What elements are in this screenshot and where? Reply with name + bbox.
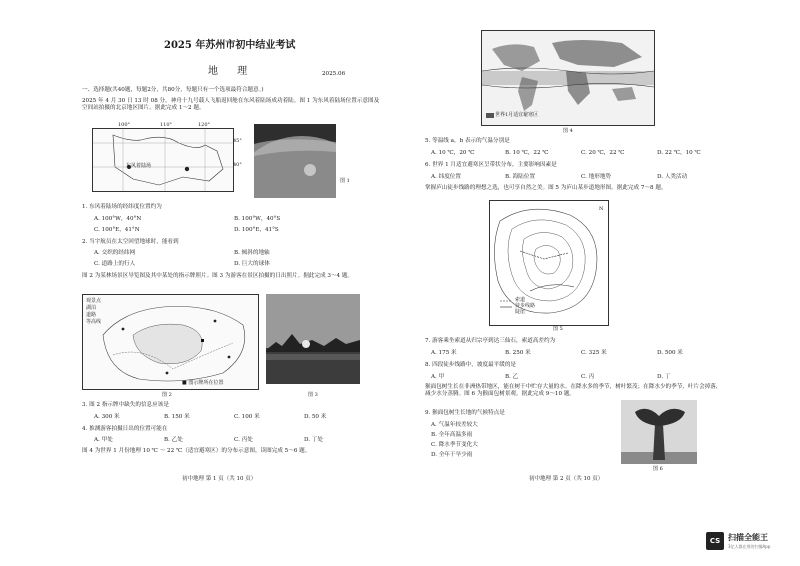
q5-option-a[interactable]: A. 10 ℃，20 ℃	[431, 150, 475, 156]
right-footer: 初中地理 第 2 页（共 10 页）	[529, 476, 604, 482]
fig5-legend-3: 陡崖	[515, 309, 526, 315]
figure2-park-map	[82, 294, 259, 390]
q4-option-c[interactable]: C. 丙处	[234, 437, 253, 443]
q9-option-a[interactable]: A. 气温年较差较大	[431, 422, 478, 428]
q3-option-d[interactable]: D. 50 米	[304, 414, 327, 420]
figure5-contour-map	[489, 200, 609, 326]
q9-option-c[interactable]: C. 降水季节变化大	[431, 442, 478, 448]
q5-option-c[interactable]: C. 20 ℃，22 ℃	[581, 150, 625, 156]
fig2-legend-2: 湖泊	[86, 305, 97, 311]
left-page	[82, 28, 382, 528]
right-page	[425, 28, 725, 528]
fig2-caption: 图 2	[162, 392, 172, 398]
q3-stem: 3. 图 2 指示牌中缺失的信息应该是	[82, 402, 169, 408]
fig4-legend: 世界1月适宜避寒区	[495, 112, 539, 118]
q4-stem: 4. 推测游客拍摄日出的位置可能在	[82, 426, 168, 432]
fig1-lon-3: 120°	[198, 122, 211, 128]
q1-option-d[interactable]: D. 100°E，41°S	[234, 227, 279, 233]
space-station-photo	[254, 124, 336, 198]
fig2-legend-4: 等高线	[86, 319, 102, 325]
q9-option-b[interactable]: B. 全年高温多雨	[431, 432, 473, 438]
q2-option-c[interactable]: C. 道路上的行人	[94, 261, 136, 267]
camscanner-logo	[706, 530, 786, 554]
fig5-legend-2: 徒步线路	[515, 303, 536, 309]
fig3-caption: 图 3	[308, 392, 318, 398]
fig1-site-label: 东风着陆场	[126, 163, 152, 169]
q3-option-a[interactable]: A. 300 米	[94, 414, 120, 420]
q2-option-d[interactable]: D. 巨大的球体	[234, 261, 270, 267]
fig2-legend-1: 观景点	[86, 298, 102, 304]
q4-option-d[interactable]: D. 丁处	[304, 437, 324, 443]
cs-logo-icon: CS	[706, 532, 724, 550]
q3-option-c[interactable]: C. 100 米	[234, 414, 260, 420]
fig6-caption: 图 6	[653, 466, 663, 472]
q5-stem: 5. 等温线 a，b 表示的气温分别是	[425, 138, 510, 144]
fig1-lat-2: 40°	[233, 162, 242, 168]
fig1-lon-2: 110°	[160, 122, 173, 128]
q5-option-b[interactable]: B. 10 ℃，22 ℃	[505, 150, 549, 156]
intro-q3-4: 图 2 为某林场景区导览图及其中某处的指示牌照片。图 3 为游客在景区拍摄的日出照片。据此完成 3～4 题。	[82, 273, 354, 279]
exam-title: 2025 年苏州市初中结业考试	[164, 40, 296, 51]
q2-stem: 2. 当宇航员在太空回望地球时，能看到	[82, 239, 179, 245]
sunrise-photo	[266, 294, 360, 384]
intro-q1-2: 2025 年 4 月 30 日 13 时 08 分，神舟十九号载人飞船返回舱在东风着陆场成功着陆。图 1 为东风着陆场位置示意图及空间站拍摄的北京地区图片。据此完成 1～2 题。	[82, 98, 380, 112]
q8-option-b[interactable]: B. 乙	[505, 374, 519, 380]
q9-stem: 9. 猴面包树生长地的气候特点是	[425, 410, 505, 416]
q1-stem: 1. 东风着陆场的经纬度位置约为	[82, 204, 162, 210]
q6-stem: 6. 世界 1 月适宜避寒区呈带状分布，主要影响因素是	[425, 162, 557, 168]
exam-date: 2025.06	[322, 71, 346, 77]
subject-title: 地 理	[208, 66, 256, 77]
q6-option-a[interactable]: A. 纬度位置	[431, 174, 461, 180]
q4-option-b[interactable]: B. 乙处	[164, 437, 183, 443]
q8-option-c[interactable]: C. 丙	[581, 374, 595, 380]
fig1-lon-1: 100°	[118, 122, 131, 128]
section-heading: 一、选择题(共40题，每题2分，共80分，每题只有一个选项最符合题意。)	[82, 87, 264, 93]
baobab-photo	[621, 400, 697, 464]
fig1-caption: 图 1	[340, 178, 350, 184]
fig5-legend-1: 索道	[515, 297, 526, 303]
q7-option-c[interactable]: C. 325 米	[581, 350, 607, 356]
q7-stem: 7. 游客乘坐索道从归宗亭到达三仙石，索道高差约为	[425, 338, 556, 344]
q7-option-b[interactable]: B. 250 米	[505, 350, 531, 356]
fig5-north-label: N	[599, 206, 604, 212]
q2-option-a[interactable]: A. 交织的经纬网	[94, 250, 136, 256]
q8-option-a[interactable]: A. 甲	[431, 374, 445, 380]
q7-option-a[interactable]: A. 175 米	[431, 350, 457, 356]
logo-tagline: 3亿人都在用的扫描App	[728, 544, 771, 549]
q1-option-c[interactable]: C. 100°E，41°N	[94, 227, 140, 233]
fig1-lat-1: 45°	[233, 138, 242, 144]
fig4-caption: 图 4	[563, 128, 573, 134]
intro-q9-10: 猴面包树生长在非洲热带地区，能在树干中贮存大量的水。在降水多的季节，树叶繁茂；在降水少的季节，叶片会掉落，减少水分蒸腾。图 6 为猴面包树景观。据此完成 9～10 题。	[425, 384, 722, 398]
q9-option-d[interactable]: D. 全年干旱少雨	[431, 452, 473, 458]
q1-option-a[interactable]: A. 100°W，40°N	[94, 216, 142, 222]
fig2-legend-3: 道路	[86, 312, 97, 318]
fig2-marker-note: ■ 图示牌所在位置	[182, 380, 224, 386]
q8-stem: 8. 四段徒步线路中，坡度最平缓的是	[425, 362, 517, 368]
left-footer: 初中地理 第 1 页（共 10 页）	[182, 476, 257, 482]
q6-option-c[interactable]: C. 地形地势	[581, 174, 612, 180]
q2-option-b[interactable]: B. 倾斜的地轴	[234, 250, 270, 256]
q7-option-d[interactable]: D. 500 米	[657, 350, 683, 356]
figure1-map	[92, 128, 234, 192]
q6-option-b[interactable]: B. 海陆位置	[505, 174, 536, 180]
q6-option-d[interactable]: D. 人类活动	[657, 174, 688, 180]
q4-option-a[interactable]: A. 甲处	[94, 437, 113, 443]
q3-option-b[interactable]: B. 150 米	[164, 414, 190, 420]
logo-app-name: 扫描全能王	[728, 533, 768, 542]
intro-q5-6: 图 4 为世界 1 月份地理 10 ℃ ～ 22 ℃（适宜避寒区）的分布示意图。读图完成 5～6 题。	[82, 448, 311, 454]
q5-option-d[interactable]: D. 22 ℃，10 ℃	[657, 150, 701, 156]
q1-option-b[interactable]: B. 100°W，40°S	[234, 216, 281, 222]
q8-option-d[interactable]: D. 丁	[657, 374, 671, 380]
fig5-caption: 图 5	[553, 326, 563, 332]
intro-q7-8: 掌握庐山徒步线路的理想之选，也可享自然之美。图 5 为庐山某步道地形图。据此完成 7～8 题。	[425, 185, 667, 191]
